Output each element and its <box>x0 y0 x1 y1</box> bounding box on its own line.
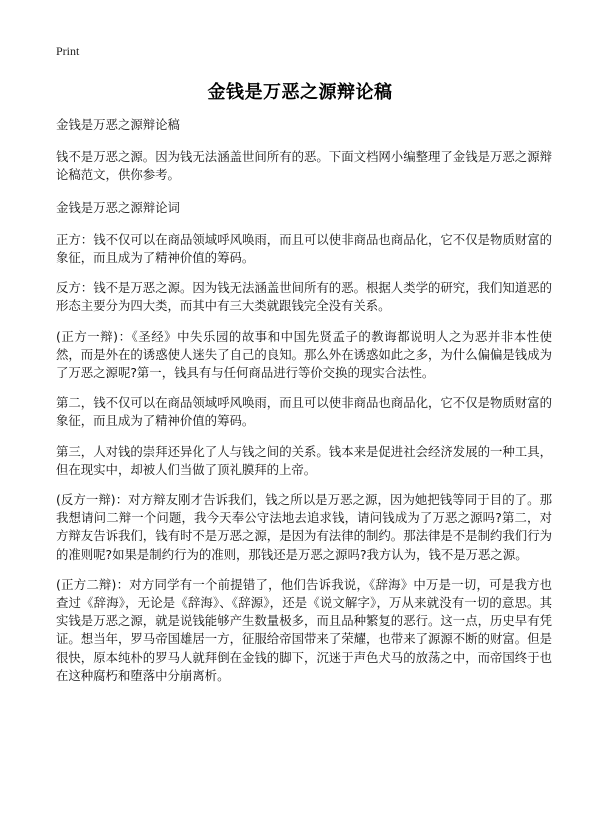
article-heading: 金钱是万恶之源辩论稿 <box>56 117 180 132</box>
paragraph-third-point: 第三，人对钱的崇拜还异化了人与钱之间的关系。钱本来是促进社会经济发展的一种工具，但在现实中，却被人们当做了顶礼膜拜的上帝。 <box>56 443 552 477</box>
intro-paragraph: 钱不是万恶之源。因为钱无法涵盖世间所有的恶。下面文档网小编整理了金钱是万恶之源辩论稿范文，供你参考。 <box>56 149 552 183</box>
paragraph-affirmative-second-debater: (正方二辩)：对方同学有一个前提错了，他们告诉我说，《辞海》中万是一切，可是我方也查过《辞海》，无论是《辞海》、《辞源》，还是《说文解字》，万从来就没有一切的意思。其实钱是万恶之源，就是说钱能够产生数量极多，而且品种繁复的恶行。这一点，历史早有凭证。想当年，罗马帝国雄居一方，征服给帝国带来了荣耀，也带来了源源不断的财富。但是很快，原本纯朴的罗马人就拜倒在金钱的脚下，沉迷于声色犬马的放荡之中，而帝国终于也在这种腐朽和堕落中分崩离析。 <box>56 576 552 683</box>
paragraph-negative: 反方：钱不是万恶之源。因为钱无法涵盖世间所有的恶。根据人类学的研究，我们知道恶的形态主要分为四大类，而其中有三大类就跟钱完全没有关系。 <box>56 280 552 314</box>
paragraph-affirmative-first-debater: (正方一辩)：《圣经》中失乐园的故事和中国先贤孟子的教诲都说明人之为恶并非本性使然，而是外在的诱惑使人迷失了自己的良知。那么外在诱惑如此之多，为什么偏偏是钱成为了万恶之源呢?第一，钱具有与任何商品进行等价交换的现实合法性。 <box>56 328 552 381</box>
page-title: 金钱是万恶之源辩论稿 <box>207 82 393 103</box>
print-label: Print <box>56 44 80 58</box>
paragraph-negative-first-debater: (反方一辩)：对方辩友刚才告诉我们，钱之所以是万恶之源，因为她把钱等同于目的了。那我想请问二辩一个问题，我今天奉公守法地去追求钱，请问钱成为了万恶之源吗?第二，对方辩友告诉我们，钱有时不是万恶之源，是因为有法律的制约。那法律是不是制约我们行为的准则呢?如果是制约行为的准则，那钱还是万恶之源吗?我方认为，钱不是万恶之源。 <box>56 492 552 562</box>
paragraph-affirmative: 正方：钱不仅可以在商品领域呼风唤雨，而且可以使非商品也商品化，它不仅是物质财富的象征，而且成为了精神价值的筹码。 <box>56 231 552 266</box>
paragraph-second-point: 第二，钱不仅可以在商品领域呼风唤雨，而且可以使非商品也商品化，它不仅是物质财富的象征，而且成为了精神价值的筹码。 <box>56 395 552 429</box>
section-heading: 金钱是万恶之源辩论词 <box>56 199 180 215</box>
document-body <box>56 116 552 697</box>
